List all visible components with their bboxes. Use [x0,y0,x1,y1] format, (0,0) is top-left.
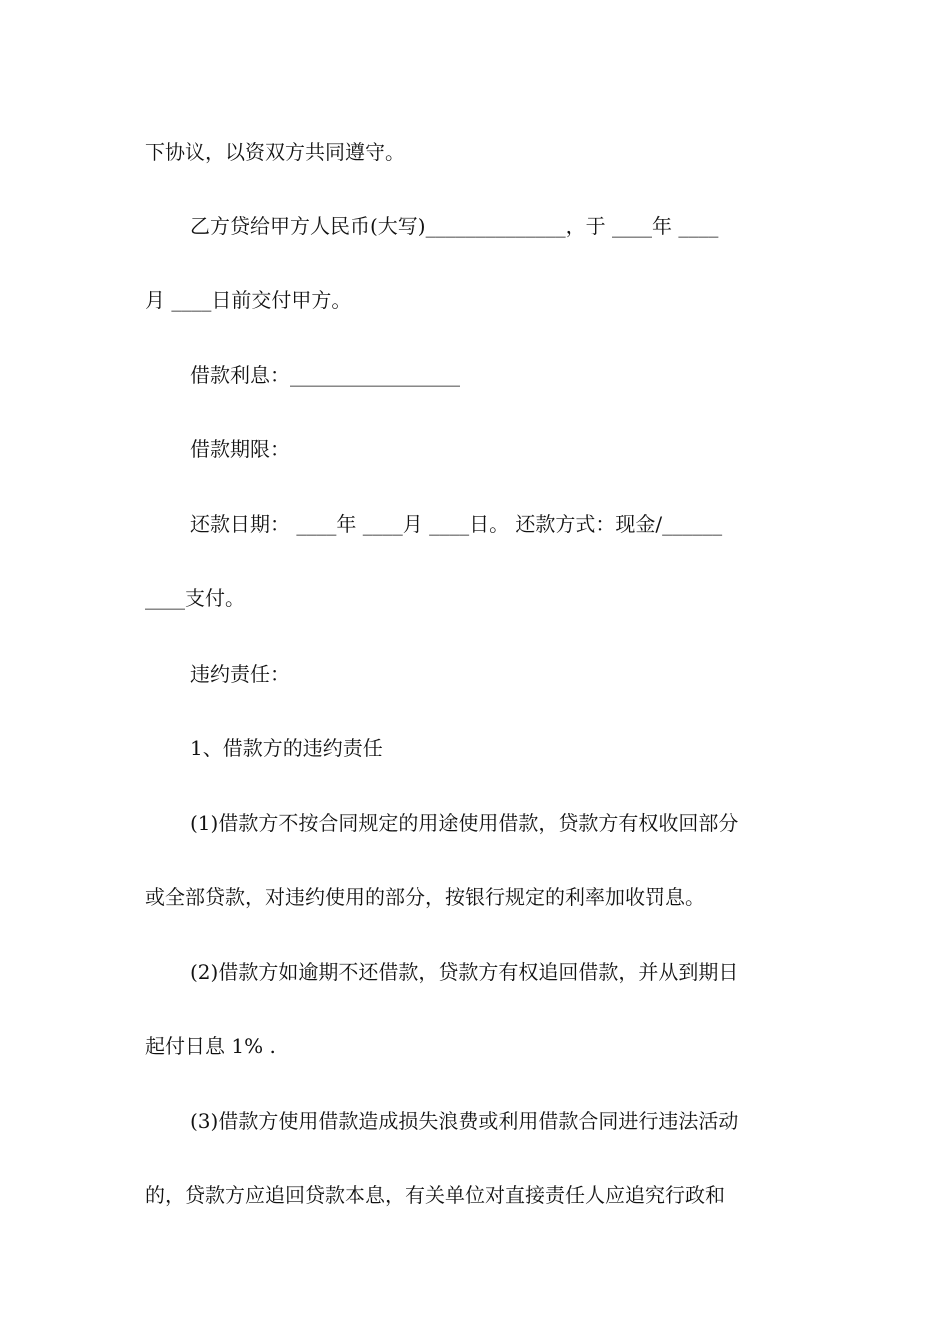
paragraph-line-8: 违约责任： [190,662,290,686]
paragraph-line-4: 借款利息：_________________ [190,363,460,387]
paragraph-line-12: (2)借款方如逾期不还借款，贷款方有权追回借款，并从到期日 [190,960,739,984]
paragraph-line-2: 乙方贷给甲方人民币(大写)______________，于 ____年 ____ [190,214,719,238]
paragraph-line-9: 1、借款方的违约责任 [190,736,383,760]
paragraph-line-15: 的，贷款方应追回贷款本息，有关单位对直接责任人应追究行政和 [145,1183,725,1207]
paragraph-line-6: 还款日期： ____年 ____月 ____日。 还款方式：现金/______ [190,512,723,536]
paragraph-line-3: 月 ____日前交付甲方。 [145,288,352,312]
paragraph-line-14: (3)借款方使用借款造成损失浪费或利用借款合同进行违法活动 [190,1109,739,1133]
paragraph-line-1: 下协议，以资双方共同遵守。 [145,140,405,164]
paragraph-line-13: 起付日息 1% . [145,1034,276,1058]
paragraph-line-11: 或全部贷款，对违约使用的部分，按银行规定的利率加收罚息。 [145,885,705,909]
paragraph-line-5: 借款期限： [190,437,290,461]
paragraph-line-7: ____支付。 [145,586,245,610]
paragraph-line-10: (1)借款方不按合同规定的用途使用借款，贷款方有权收回部分 [190,811,739,835]
